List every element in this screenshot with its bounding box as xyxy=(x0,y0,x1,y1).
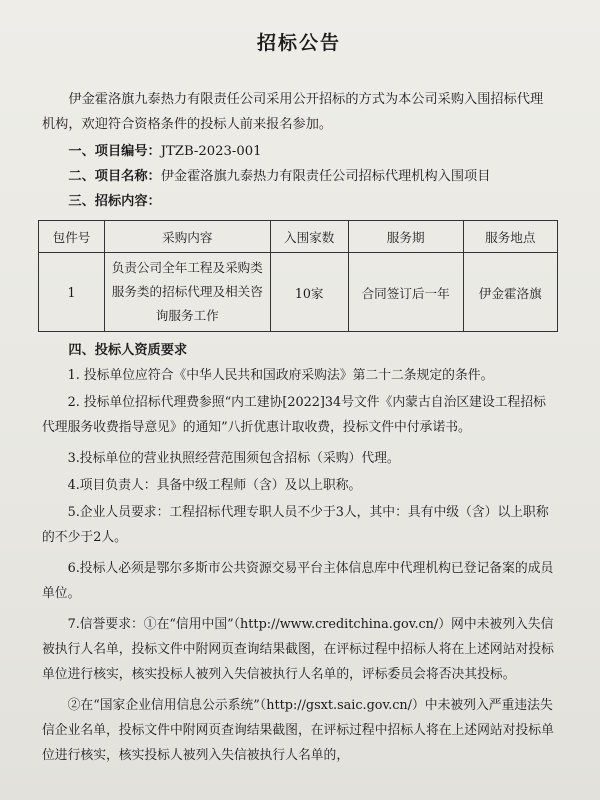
document-title: 招标公告 xyxy=(256,32,341,54)
table-row xyxy=(39,253,558,332)
section-project-name xyxy=(42,164,556,189)
section-project-number xyxy=(42,139,556,164)
header-shortlist-count: 入围家数 xyxy=(270,221,348,253)
section-tender-content xyxy=(42,189,556,214)
intro-paragraph: 伊金霍洛旗九泰热力有限责任公司采用公开招标的方式为本公司采购入围招标代理机构，欢迎符合资格条件的投标人前来报名参加。 xyxy=(42,92,544,132)
requirement-7: 7.信誉要求：①在“信用中国”（http://www.creditchina.gov.cn/）网中未被列入失信被执行人名单，投标文件中附网页查询结果截图，在评标过程中招标人将在上述网站对投标单位进行核实，核实投标人被列入失信被执行人名单的，评标委员会将否决其投标。 xyxy=(42,617,554,682)
table-header-row xyxy=(39,221,558,253)
cell-procurement-content: 负责公司全年工程及采购类服务类的招标代理及相关咨询服务工作 xyxy=(105,253,271,332)
tender-table xyxy=(38,220,558,332)
cell-shortlist-count: 10家 xyxy=(270,253,348,332)
cell-service-location: 伊金霍洛旗 xyxy=(463,253,557,332)
header-service-location: 服务地点 xyxy=(463,221,557,253)
requirement-5: 5.企业人员要求：工程招标代理专职人员不少于3人，其中：具有中级（含）以上职称的不少于2人。 xyxy=(42,505,549,545)
section-tender-content-label: 三、招标内容： xyxy=(68,194,161,209)
cell-service-period: 合同签订后一年 xyxy=(348,253,463,332)
requirement-3: 3.投标单位的营业执照经营范围须包含招标（采购）代理。 xyxy=(67,451,400,466)
section-project-name-label: 二、项目名称： xyxy=(68,169,161,184)
cell-package-number: 1 xyxy=(39,253,105,332)
project-name-value: 伊金霍洛旗九泰热力有限责任公司招标代理机构入围项目 xyxy=(160,169,491,184)
requirement-6: 6.投标人必须是鄂尔多斯市公共资源交易平台主体信息库中代理机构已登记备案的成员单位。 xyxy=(42,561,554,601)
header-package-number: 包件号 xyxy=(39,221,105,253)
section-project-number-label: 一、项目编号： xyxy=(68,144,161,159)
section-qualifications-label: 四、投标人资质要求 xyxy=(68,343,188,358)
header-service-period: 服务期 xyxy=(348,221,463,253)
requirement-7-2: ②在“国家企业信用信息公示系统”（http://gsxt.saic.gov.cn/）中未被列入严重违法失信企业名单，投标文件中附网页查询结果截图，在评标过程中招标人将在上述网站对投标单位进行核实，核实投标人被列入失信被执行人名单的， xyxy=(42,698,554,763)
project-number-value: JTZB-2023-001 xyxy=(160,144,262,159)
requirement-4: 4.项目负责人：具备中级工程师（含）及以上职称。 xyxy=(67,478,362,493)
section-qualifications xyxy=(42,338,556,363)
requirement-2: 2. 投标单位招标代理费参照“内工建协[2022]34号文件《内蒙古自治区建设工程招标代理服务收费指导意见》的通知”八折优惠计取收费，投标文件中付承诺书。 xyxy=(42,395,546,435)
header-procurement-content: 采购内容 xyxy=(105,221,271,253)
requirement-1: 1. 投标单位应符合《中华人民共和国政府采购法》第二十二条规定的条件。 xyxy=(67,368,494,383)
